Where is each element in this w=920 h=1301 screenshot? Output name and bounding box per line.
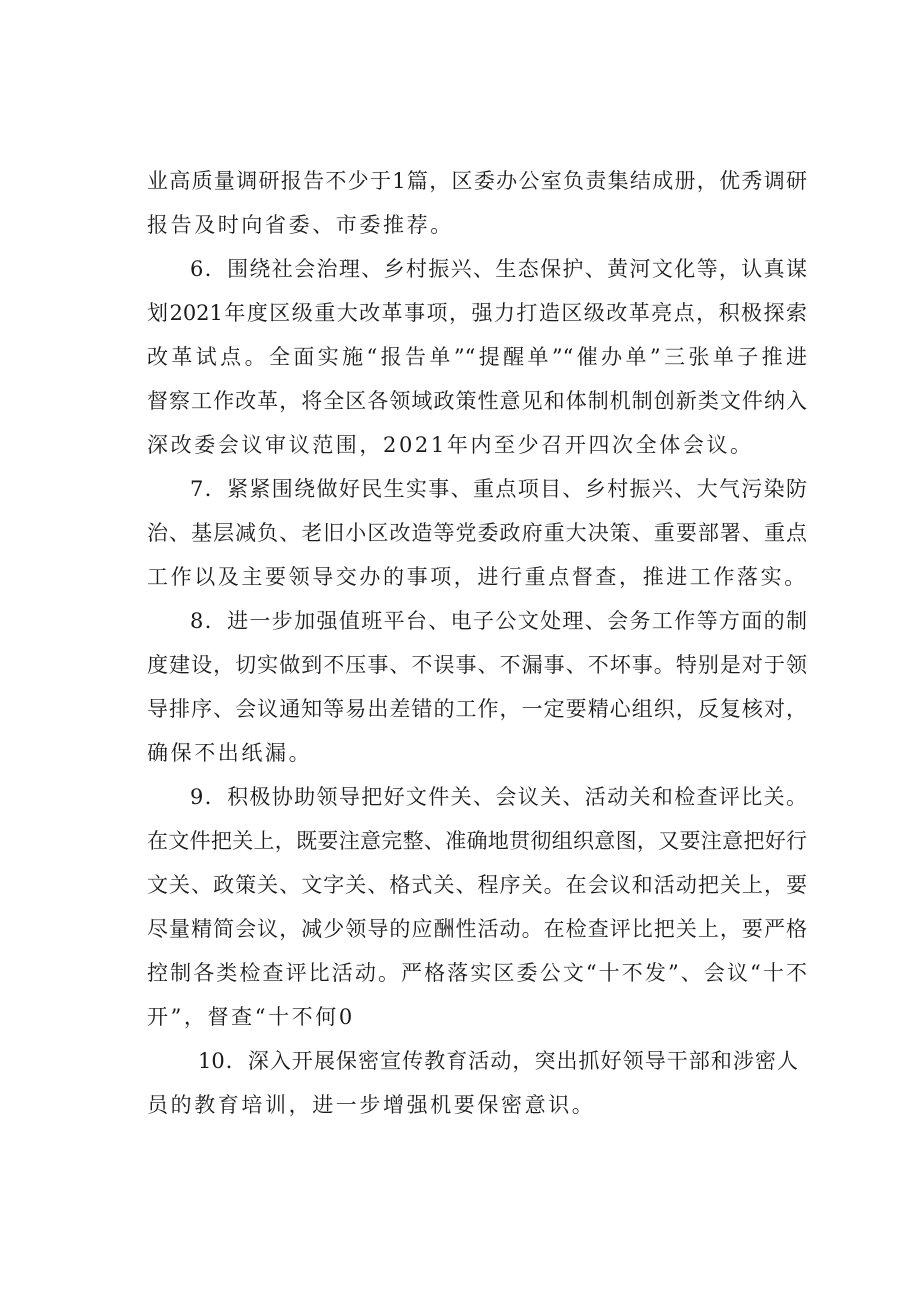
text-line: 工作以及主要领导交办的事项，进行重点督查，推进工作落实。 bbox=[147, 565, 808, 589]
text-line: 划2021年度区级重大改革事项，强力打造区级改革亮点，积极探索 bbox=[147, 301, 807, 325]
text-line: 员的教育培训，进一步增强机要保密意识。 bbox=[147, 1093, 596, 1117]
text-line: 9．积极协助领导把好文件关、会议关、活动关和检查评比关。 bbox=[190, 785, 807, 809]
text-line: 业高质量调研报告不少于1篇，区委办公室负责集结成册，优秀调研 bbox=[147, 169, 807, 193]
text-line: 7．紧紧围绕做好民生实事、重点项目、乡村振兴、大气污染防 bbox=[190, 477, 807, 501]
text-line: 改革试点。全面实施“报告单”“提醒单”“催办单”三张单子推进 bbox=[147, 345, 807, 369]
text-line: 尽量精简会议，减少领导的应酬性活动。在检查评比把关上，要严格 bbox=[147, 917, 807, 941]
text-line: 确保不出纸漏。 bbox=[147, 741, 313, 765]
text-line: 度建设，切实做到不压事、不误事、不漏事、不坏事。特别是对于领 bbox=[147, 653, 807, 677]
text-line: 控制各类检查评比活动。严格落实区委公文“十不发”、会议“十不 bbox=[147, 961, 807, 985]
text-line: 深改委会议审议范围，2021年内至少召开四次全体会议。 bbox=[147, 433, 754, 457]
text-line: 文关、政策关、文字关、格式关、程序关。在会议和活动把关上，要 bbox=[147, 873, 807, 897]
text-line: 6．围绕社会治理、乡村振兴、生态保护、黄河文化等，认真谋 bbox=[190, 257, 807, 281]
text-line: 10．深入开展保密宣传教育活动，突出抓好领导干部和涉密人 bbox=[198, 1049, 798, 1073]
text-line: 导排序、会议通知等易出差错的工作，一定要精心组织，反复核对， bbox=[147, 697, 807, 721]
text-line: 督察工作改革，将全区各领域政策性意见和体制机制创新类文件纳入 bbox=[147, 389, 807, 413]
text-line: 报告及时向省委、市委推荐。 bbox=[147, 213, 454, 237]
text-line: 开”，督查“十不何0 bbox=[147, 1005, 355, 1029]
text-line: 治、基层减负、老旧小区改造等党委政府重大决策、重要部署、重点 bbox=[147, 521, 807, 545]
text-line: 8．进一步加强值班平台、电子公文处理、会务工作等方面的制 bbox=[190, 609, 807, 633]
text-line: 在文件把关上，既要注意完整、准确地贯彻组织意图，又要注意把好行 bbox=[147, 829, 807, 853]
